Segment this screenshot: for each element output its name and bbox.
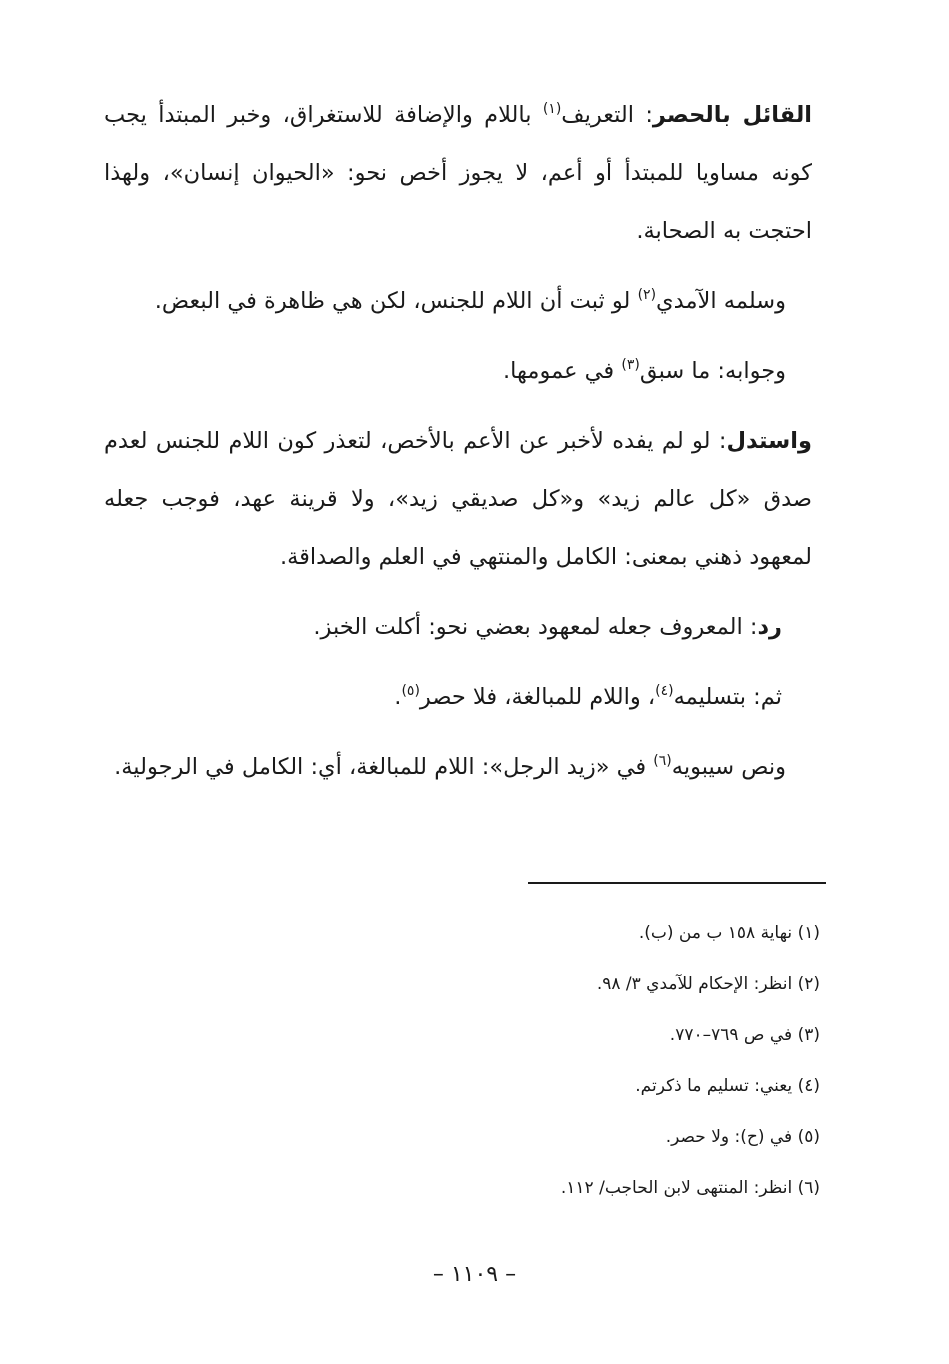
- paragraph-text: وجوابه: ما سبق: [639, 358, 786, 384]
- paragraph-sibawayh: [104, 738, 812, 796]
- paragraph-text: ثم: بتسليمه: [673, 684, 782, 710]
- paragraph-istadalla: [104, 412, 812, 586]
- paragraph-text: : لو لم يفده لأخبر عن الأعم بالأخص، لتعذر كون اللام للجنس لعدم صدق «كل عالم زيد» و«كل صديقي زيد»، ولا قرينة عهد، فوجب جعله لمعهود ذهني بمعنى: الكامل والمنتهي في العلم والصداقة.: [104, 428, 812, 570]
- footnote-separator: [528, 882, 826, 884]
- paragraph-text: وسلمه الآمدي: [656, 288, 786, 314]
- footnotes: [104, 908, 820, 1214]
- paragraph-text: : المعروف جعله لمعهود بعضي نحو: أكلت الخبز.: [313, 614, 758, 640]
- footnote-5: (٥) في (ح): ولا حصر.: [665, 1127, 820, 1147]
- paragraph-text: باللام والإضافة للاستغراق، وخبر المبتدأ يجب كونه مساويا للمبتدأ أو أعم، لا يجوز أخص نحو: «الحيوان إنسان»، ولهذا احتجت به الصحابة.: [104, 102, 812, 244]
- paragraph-hasr-argument: [104, 86, 812, 260]
- paragraph-text: ، واللام للمبالغة، فلا حصر: [419, 684, 656, 710]
- paragraph-text: في «زيد الرجل»: اللام للمبالغة، أي: الكامل في الرجولية.: [114, 754, 654, 780]
- footnote-ref-3: (٣): [621, 357, 640, 373]
- paragraph-text: في عمومها.: [503, 358, 622, 384]
- page-number: – ١١٠٩ –: [432, 1262, 517, 1287]
- footnote-ref-5: (٥): [401, 683, 420, 699]
- paragraph-text: .: [394, 684, 402, 710]
- footnote-ref-2: (٢): [637, 287, 657, 303]
- paragraph-text: : التعريف: [561, 102, 653, 128]
- paragraph-answer: [104, 342, 812, 400]
- footnote-1: (١) نهاية ١٥٨ ب من (ب).: [638, 923, 820, 943]
- paragraph-concession: [104, 668, 812, 726]
- footnote-3: (٣) في ص ٧٦٩–٧٧٠.: [669, 1025, 820, 1045]
- footnote-ref-1: (١): [542, 101, 562, 117]
- paragraph-text: لو ثبت أن اللام للجنس، لكن هي ظاهرة في البعض.: [154, 288, 638, 314]
- footnote-4: (٤) يعني: تسليم ما ذكرتم.: [635, 1076, 820, 1096]
- paragraph-text: ونص سيبويه: [671, 754, 786, 780]
- footnote-6: (٦) انظر: المنتهى لابن الحاجب/ ١١٢.: [560, 1178, 820, 1198]
- footnote-ref-4: (٤): [655, 683, 674, 699]
- paragraph-amidi: [104, 272, 812, 330]
- section-lead: رد: [757, 614, 782, 640]
- paragraph-rebuttal: [104, 598, 812, 656]
- footnote-ref-6: (٦): [653, 753, 672, 769]
- main-text: [104, 86, 812, 808]
- footnote-2: (٢) انظر: الإحكام للآمدي ٣/ ٩٨.: [596, 974, 820, 994]
- section-lead: واستدل: [726, 428, 812, 454]
- section-lead: القائل بالحصر: [652, 102, 812, 128]
